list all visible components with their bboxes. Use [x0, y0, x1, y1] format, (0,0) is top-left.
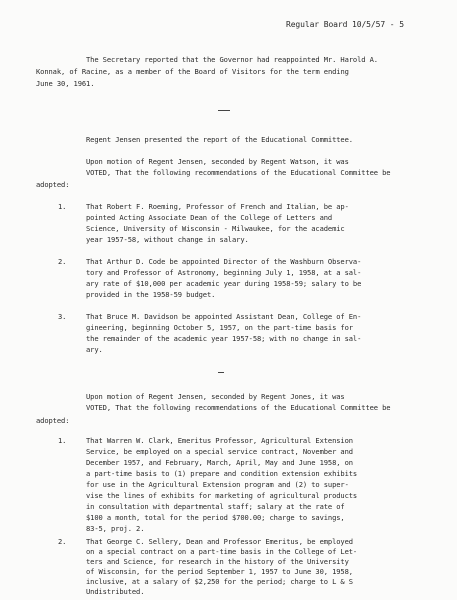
- section1-motion-line: Upon motion of Regent Jensen, seconded by Regent Watson, it was: [86, 157, 349, 166]
- item-line: Service, be employed on a special service contract, November and: [86, 447, 353, 456]
- separator-dash: [218, 110, 230, 111]
- para1-line: The Secretary reported that the Governor had reappointed Mr. Harold A.: [86, 55, 378, 64]
- item-line: $100 a month, total for the period $700.00; charge to savings,: [86, 513, 345, 522]
- item-line: for use in the Agricultural Extension program and (2) to super-: [86, 480, 349, 489]
- item-number: 1.: [58, 436, 67, 445]
- para1-line: Konnak, of Racine, as a member of the Board of Visitors for the term ending: [36, 67, 349, 76]
- item-number: 2.: [58, 257, 67, 266]
- item-line: That Arthur D. Code be appointed Director of the Washburn Observa-: [86, 257, 362, 266]
- item-line: gineering, beginning October 5, 1957, on the part-time basis for: [86, 323, 353, 332]
- item-line: inclusive, at a salary of $2,250 for the period; charge to L & S: [86, 577, 353, 586]
- separator-dash: [218, 372, 224, 373]
- item-line: That George C. Sellery, Dean and Professor Emeritus, be employed: [86, 537, 353, 546]
- section1-motion-line: VOTED, That the following recommendations of the Educational Committee be: [86, 168, 391, 177]
- section2-motion-line: Upon motion of Regent Jensen, seconded by Regent Jones, it was: [86, 392, 345, 401]
- item-number: 3.: [58, 312, 67, 321]
- item-line: of Wisconsin, for the period September 1, 1957 to June 30, 1958,: [86, 567, 353, 576]
- item-line: on a special contract on a part-time basis in the College of Let-: [86, 547, 358, 556]
- item-line: That Robert F. Roeming, Professor of French and Italian, be ap-: [86, 202, 349, 211]
- para1-line: June 30, 1961.: [36, 79, 95, 88]
- item-line: a part-time basis to (1) prepare and condition extension exhibits: [86, 469, 358, 478]
- item-line: in consultation with departmental staff; salary at the rate of: [86, 502, 345, 511]
- item-number: 2.: [58, 537, 67, 546]
- item-line: Undistributed.: [86, 587, 145, 596]
- item-line: ters and Science, for research in the history of the University: [86, 557, 349, 566]
- item-line: That Warren W. Clark, Emeritus Professor, Agricultural Extension: [86, 436, 353, 445]
- item-line: 83-5, proj. 2.: [86, 524, 145, 533]
- item-line: vise the lines of exhibits for marketing of agricultural products: [86, 491, 358, 500]
- item-line: December 1957, and February, March, April, May and June 1958, on: [86, 458, 353, 467]
- item-number: 1.: [58, 202, 67, 211]
- item-line: ary rate of $10,000 per academic year during 1958-59; salary to be: [86, 279, 362, 288]
- item-line: Science, University of Wisconsin - Milwaukee, for the academic: [86, 224, 345, 233]
- item-line: ary.: [86, 345, 103, 354]
- section1-adopted: adopted:: [36, 180, 70, 189]
- item-line: provided in the 1958-59 budget.: [86, 290, 216, 299]
- section2-adopted: adopted:: [36, 416, 70, 425]
- item-line: tory and Professor of Astronomy, beginning July 1, 1958, at a sal-: [86, 268, 362, 277]
- item-line: pointed Acting Associate Dean of the College of Letters and: [86, 213, 333, 222]
- item-line: That Bruce M. Davidson be appointed Assistant Dean, College of En-: [86, 312, 362, 321]
- item-line: the remainder of the academic year 1957-58; with no change in sal-: [86, 334, 362, 343]
- section2-motion-line: VOTED, That the following recommendations of the Educational Committee be: [86, 403, 391, 412]
- item-line: year 1957-58, without change in salary.: [86, 235, 249, 244]
- page-header: Regular Board 10/5/57 - 5: [286, 20, 404, 29]
- section1-intro: Regent Jensen presented the report of the Educational Committee.: [86, 135, 353, 144]
